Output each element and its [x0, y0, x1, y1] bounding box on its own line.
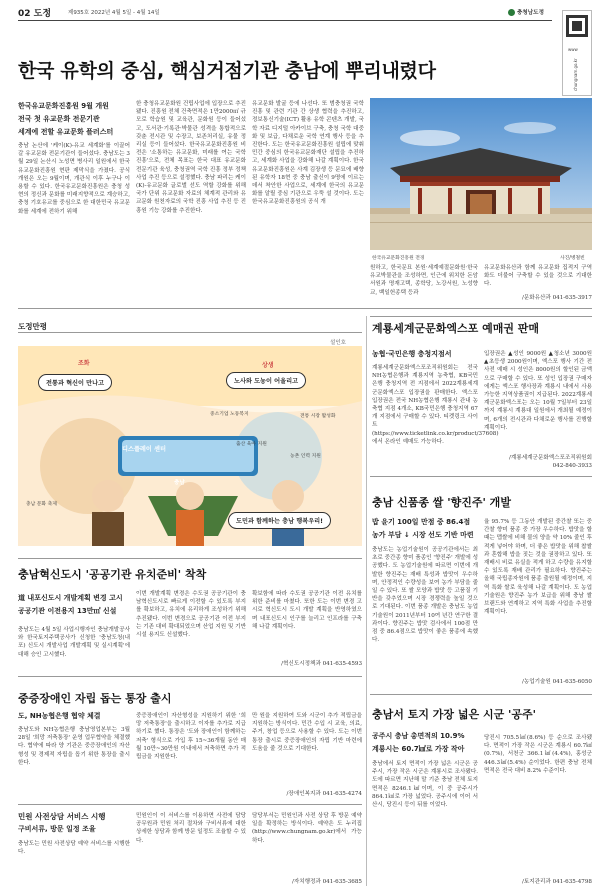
page-label: 02 도정	[18, 9, 52, 19]
photo-caption: 한국유교문화진흥원 전경	[372, 256, 425, 261]
rice-sub-2: 농가 부담 ↓ 시장 선도 기반 마련	[372, 531, 474, 539]
land-sub-2: 계룡시는 60.7㎢로 가장 작아	[372, 745, 465, 753]
rice-subheadings	[372, 516, 478, 542]
land-headline: 충남서 토지 가장 넓은 시군 '공주'	[372, 708, 537, 721]
brand-logo: 충청남도정	[508, 8, 544, 16]
column-separator	[366, 316, 367, 886]
expo-headline: 계룡세계군문화엑스포 예매권 판매	[372, 322, 540, 335]
civil-col-2: 민원인이 이 서비스를 이용하면 사전에 담당 공무원과 민원 처리 절차와 구비서류에 대한 상세한 상담과 함께 방문 일정도 조율할 수 있다.	[136, 813, 246, 844]
disability-credit: /장애인복지과 041-635-4274	[286, 791, 362, 797]
lead-photo	[370, 98, 592, 250]
cartoon-artist: 설인호	[330, 340, 346, 346]
disability-col-1: 충남도와 NH농협은행 충남영업본부는 3월 28일 '희망 저축통장' 운영 업무협약을 체결했다. 협약에 따라 양 기관은 중증장애인의 자산형성 및 경제적 자립을 돕기 위한 통장을 출시한다.	[18, 727, 130, 766]
cartoon-left-bubble: 전통과 혁신이 만나고	[38, 374, 112, 391]
lead-col-2: 한 충청유교문화원 건립사업에 입장으로 추진됐다. 진흥원 전체 건축면적은 1만2000㎡ 규모로 학습원 및 교육관, 문화원 등이 들어섰고, 도서관·기록관·박물관 성격을 통합적으로 갖춘 전시관 및 수장고, 보존처리실, 유물 정리실 등이 들어섰다. 한국유교문화진흥원 비전은 '소통하는 유교문화, 미래를 여는 국학 진흥'으로, 전체 목표는 한국 대표 유교문화 전문기관 육성, 충청권역 국학 진흥 정부 정책 사업 추진 등으로 설정했다. 충남 파리는 케이(K)-유교문화 글로벌 선도 역할 강화를 위해 국가 단위 유교문화 자료의 체계적 관리와 유교문화 원천자료의 국학 진흥 사업 추진 등 진흥원 기능 강화를 추진한다.	[136, 101, 246, 214]
lead-col-5: 유교문화유산과 함께 유교문화 집적지 구역화도 더불어 구축할 수 있을 것으로 기대한다.	[484, 265, 592, 288]
cartoon-sign-3: 전통 시장 활성화	[300, 414, 336, 419]
cartoon-left-title: 조화	[78, 360, 90, 367]
cartoon-rule	[18, 332, 362, 333]
photo-credit: 사진/병철빈	[560, 256, 585, 261]
land-col-2: 당진시 705.5㎢(8.6%) 등 순으로 조사됐다. 면적이 가장 작은 시군은 계룡시 60.7㎢(0.7%), 서천군 366.1㎢(4.4%), 홍성군 446.3㎢(5.4%) 순이었다. 한편 충남 전체 면적은 전국 대비 8.2% 수준이다.	[484, 735, 592, 774]
cartoon-south-sign: 충남	[174, 480, 185, 486]
civil-col-3: 담당부서는 민원인과 사전 상담 후 방문 예약일을 확정하는 방식이다. 예약은 도 누리집(http://www.chungnam.go.kr)에서 가능하다.	[252, 813, 362, 844]
lead-sub-1: 한국유교문화진흥원 9월 개원	[18, 102, 109, 110]
land-col-1: 충남에서 토지 면적이 가장 넓은 시군은 공주시, 가장 작은 시군은 계룡시로 조사됐다. 도에 따르면 지난해 말 기준 충남 전체 토지 면적은 8246.1㎢이며, 이 중 공주시가 864.1㎢로 가장 넓었다. 공주시에 이어 서산시, 당진시 등이 뒤를 이었다.	[372, 761, 478, 809]
cartoon-right-bubble: 노사와 도농이 어울리고	[226, 372, 306, 389]
expo-credit-1: /계룡세계군문화엑스포조직위원회	[509, 455, 592, 461]
innovation-col-2: 이번 개발계획 변경은 수도권 공공기관이 충남혁신도시로 빠르게 이전할 수 있도록 부지를 확보하고, 유치에 유리하게 조성하기 위해 추진됐다. 이번 변경으로 공공기관 이전 부지는 기존 대비 확대되었으며 산업 지원 및 기반 시설 용지도 신설했다.	[136, 591, 246, 639]
header-rule	[18, 20, 552, 21]
expo-top-rule	[370, 316, 592, 317]
disability-col-2: 중증장애인이 자산형성을 지원하기 위한 '희망 저축통장'을 출시하고 이자를 추가로 지급하기로 했다. 통장은 '도와 장애인이 함께하는 저축' 형식으로 가입 후 15~36개월 동안 매월 10만~30만원 이내에서 저축하면 추가 적립금을 지원한다.	[136, 713, 246, 761]
disability-top-rule	[18, 676, 362, 677]
cartoon-center-sign: 디스플레이 센터	[122, 446, 166, 453]
cartoon-bottom-bubble: 도민과 함께하는 충남 행복우리!	[228, 512, 331, 529]
lead-col-3: 유교문화 발굴 등에 나선다. 또 범충청권 국학 진흥 및 관련 기관 간 상생 협력을 추진하고, 정보통신기술(ICT) 활용 유학 콘텐츠 개발, 국학 자료 디지털 아카이브 구축, 충청 국학 대중화 및 보급, 다채로운 국학 연계 행사 등을 추진한다. 도는 한국유교문화진흥원 설립에 맞춰 민간 중심의 한국유교문화재단 설립을 추진하고, 세계화 사업을 강화해 나갈 계획이다. 한국유교문화진흥원은 사계 김장생 등 문묘에 배향된 유학자 18현 중 충남 출신이 9명에 이르는 데서 착안한 사업으로, 세계에 한국의 유교문화를 알릴 중심 기관으로 우뚝 설 것이다. 도는 한국유교문화진흥원의 공식 개	[252, 101, 364, 206]
disability-sub: 도, NH농협은행 협약 체결	[18, 712, 101, 720]
section-rule-1	[18, 308, 592, 309]
lead-subheadings	[18, 100, 130, 139]
lead-credit: /문화유산과 041-635-3917	[521, 295, 592, 301]
civil-headline: 민원 사전상담 서비스 시행	[18, 812, 106, 821]
rice-sub-1: 밥 윤기 100일 만점 중 86.4점	[372, 518, 471, 526]
civil-credit: /자치행정과 041-635-3685	[291, 879, 362, 885]
lead-headline: 한국 유학의 중심, 핵심거점기관 충남에 뿌리내렸다	[18, 60, 436, 82]
innovation-headline: 충남혁신도시 '공공기관 유치준비' 착착	[18, 568, 207, 581]
rice-headline: 충남 신품종 쌀 '향진주' 개발	[372, 496, 511, 509]
land-top-rule	[370, 694, 592, 695]
innovation-col-3: 확보함에 따라 수도권 공공기관 이전 유치를 위한 준비를 마쳤다. 또한 도는 이번 변경 고시로 혁신도시 도시 개발 계획을 반영하였으며 내포신도시 인구를 늘리고 인프라를 구축해 나갈 계획이다.	[252, 591, 362, 630]
cartoon-right-title: 상생	[262, 362, 274, 369]
expo-credit-2: 042-840-3933	[552, 463, 592, 469]
civil-sub: 구비서류, 방문 일정 조율	[18, 825, 96, 833]
svg-text:chungnam.go.kr: chungnam.go.kr	[573, 58, 578, 91]
brand-icon	[508, 9, 515, 16]
cartoon-sign-5: 농촌 인력 지원	[290, 454, 321, 459]
lead-sub-3: 세계에 전할 유교문화 플러스터	[18, 128, 114, 136]
lead-col-1: 충남 논산에 '케이(K)-유교 세계화'를 이끌어 갈 유교문화 전문기관이 들어섰다. 충남도는 3월 29일 논산시 노성면 병사리 일원에서 한국유교문화진흥원 현판 제막식을 가졌다. 공식 개원은 오는 9월이며, 개관식 이후 누구나 이용할 수 있다. 한국유교문화진흥원은 충청 성현의 정신과 문화를 미래지향적으로 계승하고, 충청 기호유교를 중심으로 한 대한민국 유교문화를 세계에 전하기 위해	[18, 143, 130, 215]
civil-col-1: 충남도는 민원 사전상담 예약 서비스를 시행한다.	[18, 841, 130, 856]
innovation-credit: /혁신도시정책과 041-635-4593	[281, 661, 362, 667]
cartoon-sign-4: 출산 육아 지원	[236, 442, 267, 447]
expo-col-1: 계룡세계군문화엑스포조직위원회는 전국 NH농협은행과 계룡지역 농축협, KB국민은행 충청지역 전 지점에서 2022계룡세계군문화엑스포 입장권을 판매한다. 엑스포 입장권은 전국 NH농협은행 계룡시 관내 농축협 지점 4개소, KB국민은행 충청지역 67개 지점에서 구매할 수 있다. 티켓링크 사이트(https://www.ticketlink.co.kr/product/37608)에서 온라인 예매도 가능하다.	[372, 365, 499, 445]
lead-col-4: 원하고, 한국문묘 본원·세계예절문화원·한국유교박물관을 조성하면, 인근에 위치한 돈암서원과 명재고택, 종학당, 노강서원, 노성향교, 백일헌종택 등과	[370, 265, 478, 296]
rice-credit: /농업기술원 041-635-6050	[521, 679, 592, 685]
innovation-subheadings	[18, 592, 130, 618]
land-subheadings	[372, 730, 482, 756]
svg-text:www: www	[568, 47, 578, 52]
expo-sub: 농협·국민은행 충청지점서	[372, 350, 452, 358]
issue-info: 제935호 2022년 4월 5일 - 4월 14일	[68, 10, 160, 16]
qr-code-icon	[563, 11, 591, 95]
lead-sub-2: 전국 첫 유교문화 전문기관	[18, 115, 100, 123]
disability-col-3: 만 원을 지원하여 도와 시군이 추가 적립금을 지원하는 방식이다. 민간 수입 시 교육, 의료, 주거, 창업 등으로 사용할 수 있다. 도는 이번 통장 출시로 중증장애인의 자립 기반 마련에 도움을 줄 것으로 기대한다.	[252, 713, 362, 752]
civil-top-rule	[18, 804, 362, 805]
rice-col-1: 충남도는 농업기술원이 공공기관에서는 최초로 중간종 향미 품종인 '향진주' 개발에 성공했다. 도 농업기술원에 따르면 이번에 개발한 향진주는 재배 특성과 밥맛이 우수하며, 안정적인 수량성을 보여 농가 부담을 줄일 수 있다. 또 쌀 모양과 밥맛 등 고품질 기반을 갖추었으며 시장 경쟁력을 높일 것으로 기대된다. 이번 품종 개발은 충남도 농업기술원이 2011년부터 10여 년간 연구한 결과이다. 향진주는 밥맛 검사에서 100점 만점 중 86.4점으로 밥맛이 좋은 품종에 속했다.	[372, 547, 478, 644]
land-credit: /토지관리과 041-635-4798	[521, 879, 592, 885]
civil-headings	[18, 810, 130, 836]
expo-col-2: 입장권은 ▲성인 9000원 ▲청소년 3000원 ▲초등생 2000원이며, 엑스포 행사 기간 전 사전 예매 시 성인은 8000원의 할인된 금액으로 구매할 수 있다. 또 성인 입장권 구매자에게는 엑스포 행사장과 계룡시 내에서 사용 가능한 지역상품권이 지급된다. 2022계룡세계군문화엑스포는 오는 10월 7일부터 23일까지 계룡시 계룡대 일원에서 개최될 예정이며, 6개의 전시관과 다채로운 행사를 진행할 계획이다.	[484, 351, 592, 431]
disability-headline: 중증장애인 자립 돕는 통장 출시	[18, 692, 172, 705]
cartoon-section-label: 도정만평	[18, 322, 47, 331]
rice-col-2: 율 95.7% 등 그동안 개발된 중간찰 또는 중간찰 향미 품종 중 가장 우수하다. 밥맛을 할 때는 맵쌀에 비해 물의 양을 약 10% 줄인 후 적게 넣어야 하며, 더 좋은 밥맛을 위해 찹쌀과 혼합해 밥을 짓는 것을 권장하고 있다. 또 재배시 비료 유실을 적게 하고 수량을 유지할 수 있도록 재배 관리가 필요하다. 향진주는 올해 국립종자원에 품종 출원될 예정이며, 지역 특화 쌀로 육성해 나갈 계획이다. 도 농업기술원은 향진주 농가 보급을 위해 충남 쌀 브랜드와 연계하고 지역 특화 사업을 추진할 계획이다.	[484, 519, 592, 616]
rice-top-rule	[370, 476, 592, 477]
side-qr-strip	[562, 10, 592, 96]
innovation-top-rule	[18, 558, 362, 559]
innovation-col-1: 충남도는 4월 5일 사업시행자인 충남개발공사와 한국토지주택공사가 신청한 '충남도청(내포) 신도시 개발사업 개발계획 및 실시계획'에 대해 승인 고시했다.	[18, 627, 130, 658]
land-sub-1: 공주시 충남 총면적의 10.9%	[372, 732, 465, 740]
innovation-sub-2: 공공기관 이전용지 13만㎡ 신설	[18, 607, 117, 615]
cartoon-sign-1: 충남 문화 축제	[26, 502, 57, 507]
innovation-sub-1: 道 내포신도시 개발계획 변경 고시	[18, 594, 123, 602]
cartoon-sign-2: 중소기업 노동복지	[210, 412, 249, 417]
